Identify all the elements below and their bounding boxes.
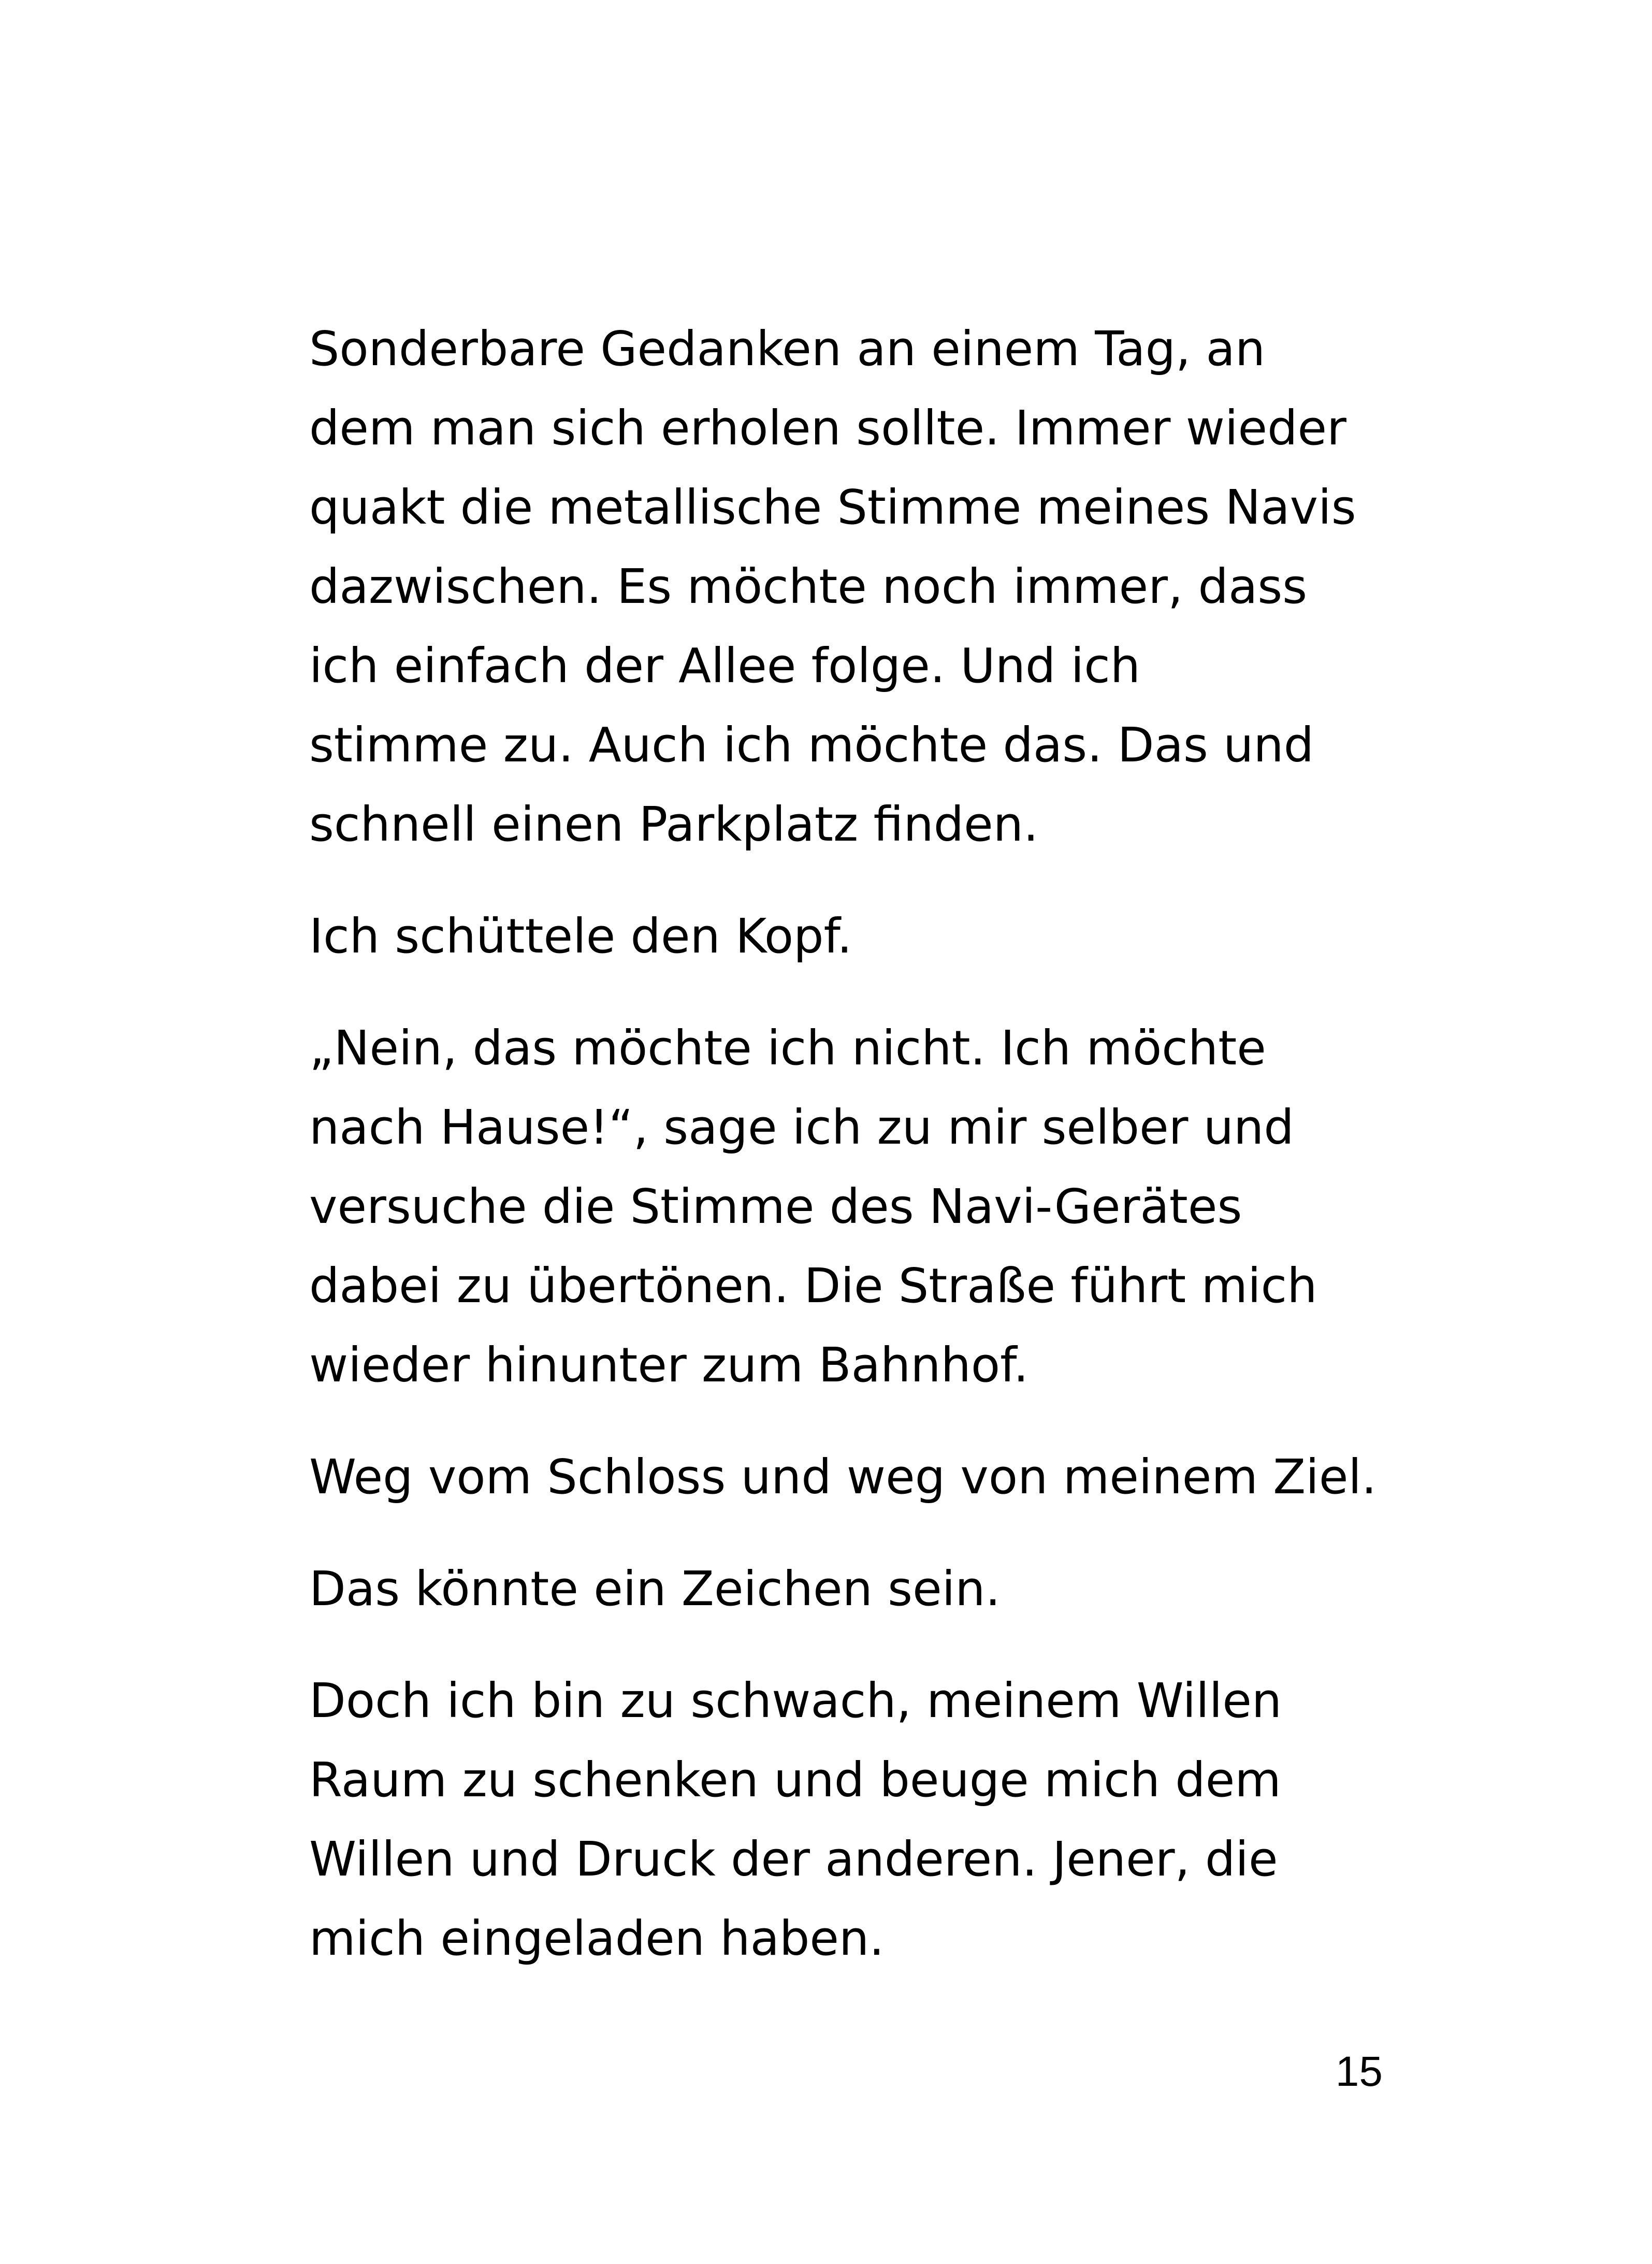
paragraph-spacing (309, 976, 1384, 1008)
text-line: schnell einen Parkplatz finden. (309, 797, 1039, 852)
text-line: Ich schüttele den Kopf. (309, 909, 852, 964)
text-line: stimme zu. Auch ich möchte das. Das und (309, 717, 1314, 773)
text-line: Willen und Druck der anderen. Jener, die (309, 1832, 1278, 1887)
paragraph-spacing (309, 1405, 1384, 1437)
page-number: 15 (1335, 2048, 1383, 2095)
text-line: dabei zu übertönen. Die Straße führt mich (309, 1258, 1317, 1314)
text-line: „Nein, das möchte ich nicht. Ich möchte (309, 1020, 1266, 1076)
paragraph (309, 1008, 1384, 1405)
paragraph-spacing (309, 864, 1384, 897)
paragraph (309, 1549, 1384, 1628)
paragraph (309, 897, 1384, 976)
text-line: Weg vom Schloss und weg von meinem Ziel. (309, 1449, 1377, 1505)
text-line: dem man sich erholen sollte. Immer wieder (309, 400, 1346, 456)
paragraph-spacing (309, 1628, 1384, 1661)
text-line: Doch ich bin zu schwach, meinem Willen (309, 1673, 1282, 1728)
paragraph (309, 1661, 1384, 1978)
paragraph (309, 1437, 1384, 1517)
text-line: wieder hinunter zum Bahnhof. (309, 1337, 1029, 1393)
paragraph (309, 309, 1384, 864)
text-line: ich einfach der Allee folge. Und ich (309, 638, 1141, 694)
text-line: Sonderbare Gedanken an einem Tag, an (309, 321, 1266, 377)
text-line: mich eingeladen haben. (309, 1911, 885, 1966)
body-text (309, 309, 1384, 1978)
text-line: Raum zu schenken und beuge mich dem (309, 1752, 1281, 1808)
text-line: nach Hause!“, sage ich zu mir selber und (309, 1100, 1294, 1155)
text-line: quakt die metallische Stimme meines Navis (309, 480, 1356, 535)
text-line: Das könnte ein Zeichen sein. (309, 1561, 1001, 1617)
text-line: dazwischen. Es möchte noch immer, dass (309, 559, 1308, 614)
text-line: versuche die Stimme des Navi-Gerätes (309, 1179, 1242, 1234)
paragraph-spacing (309, 1517, 1384, 1549)
